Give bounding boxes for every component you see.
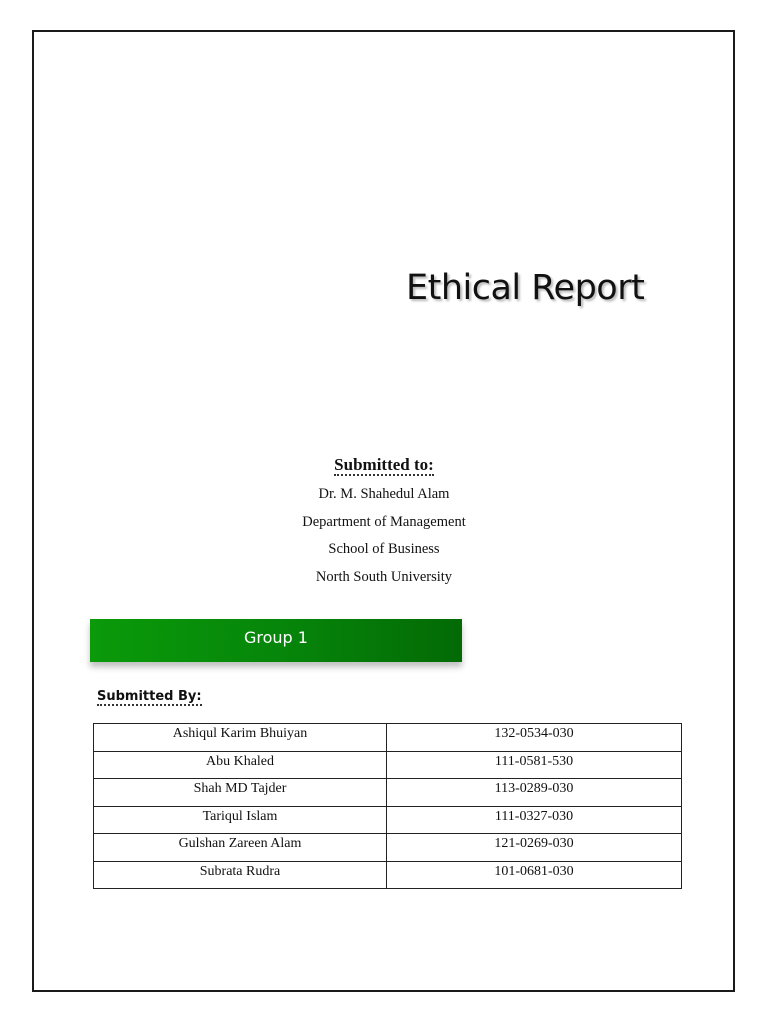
member-name: Ashiqul Karim Bhuiyan bbox=[94, 724, 387, 752]
member-name: Shah MD Tajder bbox=[94, 779, 387, 807]
recipient-department: Department of Management bbox=[302, 514, 466, 530]
member-name: Subrata Rudra bbox=[94, 861, 387, 889]
recipient-name: Dr. M. Shahedul Alam bbox=[318, 486, 450, 502]
group-label: Group 1 bbox=[244, 628, 308, 647]
document-title: Ethical Report bbox=[406, 268, 645, 308]
members-table bbox=[93, 723, 682, 889]
submitted-to-heading bbox=[0, 455, 768, 475]
member-id: 132-0534-030 bbox=[387, 724, 682, 752]
recipient-university: North South University bbox=[315, 569, 453, 585]
member-name: Gulshan Zareen Alam bbox=[94, 834, 387, 862]
member-id: 121-0269-030 bbox=[387, 834, 682, 862]
member-id: 113-0289-030 bbox=[387, 779, 682, 807]
table-row bbox=[94, 806, 682, 834]
table-row bbox=[94, 751, 682, 779]
table-row bbox=[94, 724, 682, 752]
submitted-to-heading-text: Submitted to: bbox=[334, 455, 434, 474]
member-name: Tariqul Islam bbox=[94, 806, 387, 834]
table-row bbox=[94, 861, 682, 889]
table-row bbox=[94, 834, 682, 862]
member-name: Abu Khaled bbox=[94, 751, 387, 779]
table-row bbox=[94, 779, 682, 807]
submitted-by-heading bbox=[97, 689, 202, 704]
recipient-school: School of Business bbox=[328, 541, 440, 557]
member-id: 101-0681-030 bbox=[387, 861, 682, 889]
group-banner bbox=[90, 619, 462, 662]
member-id: 111-0581-530 bbox=[387, 751, 682, 779]
submitted-by-heading-text: Submitted By: bbox=[97, 689, 202, 704]
member-id: 111-0327-030 bbox=[387, 806, 682, 834]
